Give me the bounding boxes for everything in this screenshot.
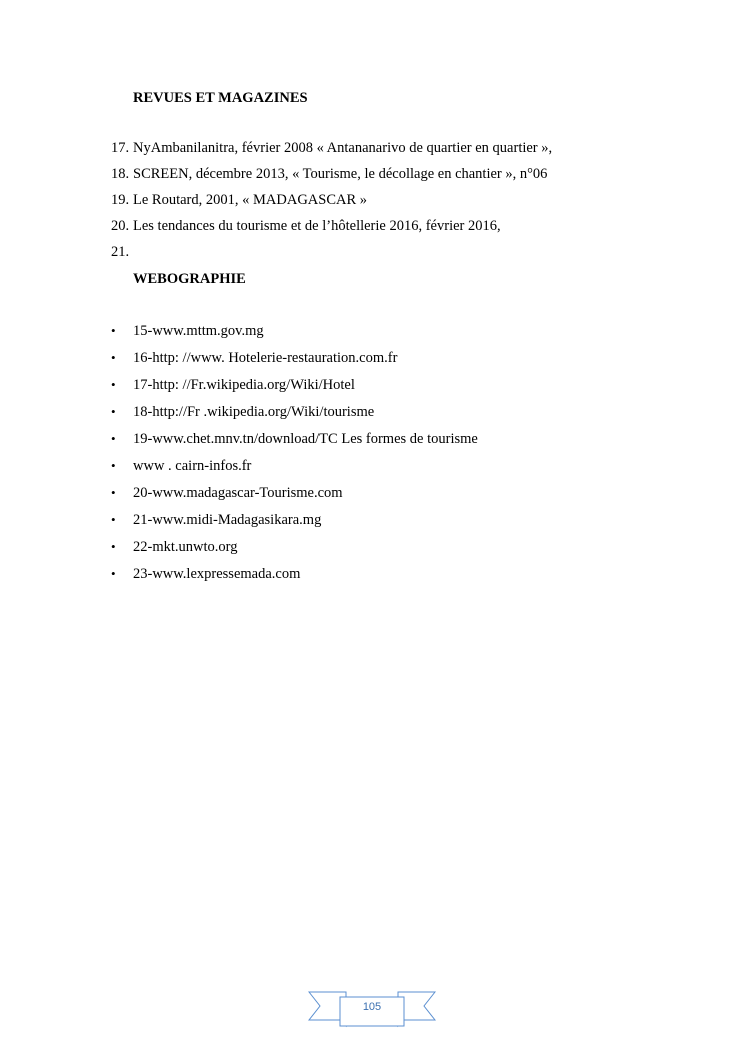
page-number-ribbon: [308, 990, 436, 1028]
list-item: [111, 322, 478, 349]
list-item: [111, 457, 478, 484]
list-item: [111, 376, 478, 403]
bullet-icon: •: [111, 404, 116, 419]
revues-heading: REVUES ET MAGAZINES: [133, 90, 308, 106]
item-number: 17.: [111, 140, 130, 156]
bullet-icon: •: [111, 431, 116, 446]
list-item: [111, 349, 478, 376]
web-reference: 23-www.lexpressemada.com: [133, 566, 301, 582]
list-item: [111, 217, 552, 243]
bullet-icon: •: [111, 458, 116, 473]
web-reference: 22-mkt.unwto.org: [133, 539, 238, 555]
list-item: [111, 243, 552, 269]
bullet-icon: •: [111, 512, 116, 527]
item-number: 18.: [111, 166, 130, 182]
web-reference: 21-www.midi-Madagasikara.mg: [133, 512, 322, 528]
bullet-icon: •: [111, 377, 116, 392]
list-item: [111, 139, 552, 165]
webographie-list: [111, 322, 478, 592]
revues-list: [111, 139, 552, 269]
web-reference: 17-http: //Fr.wikipedia.org/Wiki/Hotel: [133, 377, 355, 393]
web-reference: www . cairn-infos.fr: [133, 458, 252, 474]
bullet-icon: •: [111, 323, 116, 338]
item-number: 19.: [111, 192, 130, 208]
bullet-icon: •: [111, 539, 116, 554]
bullet-icon: •: [111, 350, 116, 365]
item-text: SCREEN, décembre 2013, « Tourisme, le décollage en chantier », n°06: [133, 166, 548, 182]
list-item: [111, 484, 478, 511]
list-item: [111, 403, 478, 430]
item-text: Les tendances du tourisme et de l’hôtellerie 2016, février 2016,: [133, 218, 501, 234]
item-text: Le Routard, 2001, « MADAGASCAR »: [133, 192, 368, 208]
web-reference: 20-www.madagascar-Tourisme.com: [133, 485, 343, 501]
web-reference: 15-www.mttm.gov.mg: [133, 323, 264, 339]
item-number: 20.: [111, 218, 130, 234]
page-number: 105: [362, 1001, 382, 1013]
list-item: [111, 191, 552, 217]
list-item: [111, 511, 478, 538]
item-text: NyAmbanilanitra, février 2008 « Antananarivo de quartier en quartier »,: [133, 140, 553, 156]
web-reference: 16-http: //www. Hotelerie-restauration.com.fr: [133, 350, 398, 366]
list-item: [111, 538, 478, 565]
list-item: [111, 565, 478, 592]
webographie-heading: WEBOGRAPHIE: [133, 271, 246, 287]
bullet-icon: •: [111, 485, 116, 500]
bullet-icon: •: [111, 566, 116, 581]
web-reference: 18-http://Fr .wikipedia.org/Wiki/tourisme: [133, 404, 375, 420]
list-item: [111, 165, 552, 191]
web-reference: 19-www.chet.mnv.tn/download/TC Les formes de tourisme: [133, 431, 478, 447]
list-item: [111, 430, 478, 457]
item-number: 21.: [111, 244, 130, 260]
